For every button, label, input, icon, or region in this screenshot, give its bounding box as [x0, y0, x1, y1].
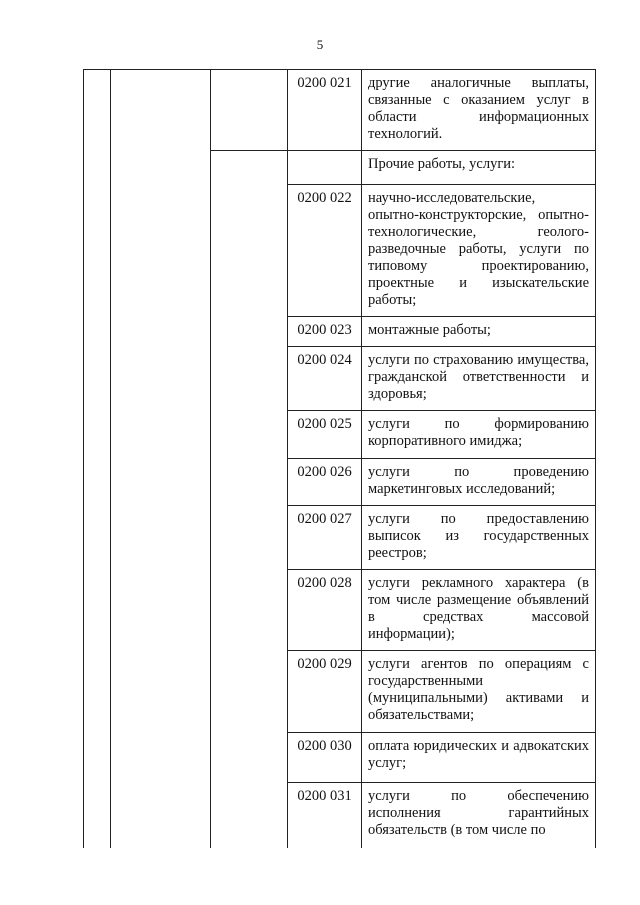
- code-cell: 0200 028: [288, 570, 362, 651]
- description-cell: услуги по обеспечению исполнения гарантийных обязательств (в том числе по: [362, 783, 596, 848]
- page-number: 5: [316, 37, 324, 52]
- code-cell: 0200 021: [288, 70, 362, 151]
- classification-table: [83, 69, 596, 848]
- blank-column-3: [211, 151, 288, 848]
- code-cell: 0200 022: [288, 185, 362, 317]
- description-cell: оплата юридических и адвокатских услуг;: [362, 733, 596, 783]
- description-cell: услуги по предоставлению выписок из государственных реестров;: [362, 506, 596, 570]
- blank-cell: [211, 70, 288, 151]
- description-cell: монтажные работы;: [362, 317, 596, 347]
- blank-column-1: [84, 70, 111, 848]
- description-cell: услуги агентов по операциям с государственными (муниципальными) активами и обязательствами;: [362, 651, 596, 733]
- code-cell: 0200 024: [288, 347, 362, 411]
- blank-column-2: [111, 70, 211, 848]
- description-cell: услуги по проведению маркетинговых исследований;: [362, 459, 596, 506]
- code-cell: 0200 026: [288, 459, 362, 506]
- description-cell: Прочие работы, услуги:: [362, 151, 596, 185]
- description-cell: услуги рекламного характера (в том числе размещение объявлений в средствах массовой информации);: [362, 570, 596, 651]
- description-cell: услуги по страхованию имущества, гражданской ответственности и здоровья;: [362, 347, 596, 411]
- description-cell: другие аналогичные выплаты, связанные с оказанием услуг в области информационных технологий.: [362, 70, 596, 151]
- description-cell: научно-исследовательские, опытно-конструкторские, опытно-технологические, геолого-разведочные работы, услуги по типовому проектированию, проектные и изыскательские работы;: [362, 185, 596, 317]
- code-cell: 0200 025: [288, 411, 362, 459]
- code-cell: 0200 023: [288, 317, 362, 347]
- code-cell: 0200 029: [288, 651, 362, 733]
- code-cell: 0200 030: [288, 733, 362, 783]
- code-cell: [288, 151, 362, 185]
- code-cell: 0200 031: [288, 783, 362, 848]
- table-row: [84, 70, 596, 151]
- description-cell: услуги по формированию корпоративного имиджа;: [362, 411, 596, 459]
- code-cell: 0200 027: [288, 506, 362, 570]
